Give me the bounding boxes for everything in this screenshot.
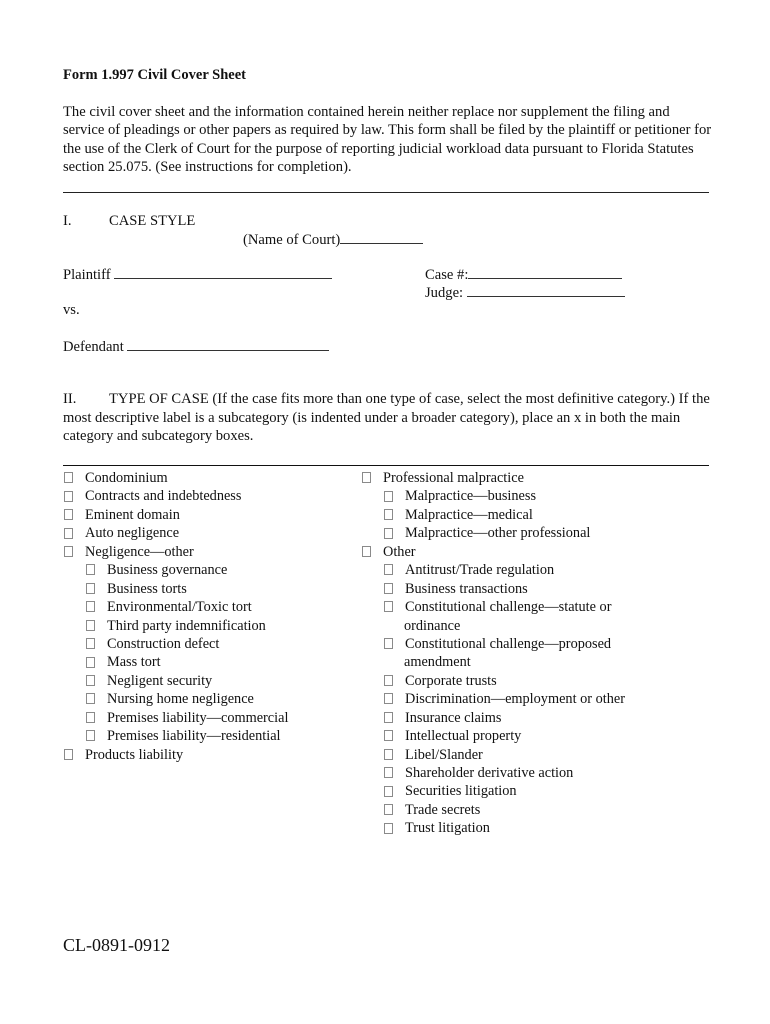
checkbox[interactable] xyxy=(86,712,95,723)
case-type-label: Discrimination—employment or other xyxy=(405,691,625,708)
checkbox[interactable] xyxy=(64,472,73,483)
case-type-option-securities-litigation[interactable] xyxy=(362,782,625,800)
checkbox[interactable] xyxy=(64,528,73,539)
case-type-option-eminent-domain[interactable] xyxy=(64,506,288,524)
checkbox[interactable] xyxy=(384,730,393,741)
section-case-style xyxy=(0,213,770,233)
case-type-label: Negligence—other xyxy=(85,543,194,560)
case-type-column-right xyxy=(362,469,625,838)
form-title: Form 1.997 Civil Cover Sheet xyxy=(63,67,246,83)
case-type-option-nursing-home-negligence[interactable] xyxy=(64,690,288,708)
case-type-column-left xyxy=(64,469,288,764)
judge-field[interactable] xyxy=(425,284,625,302)
case-type-option-trust-litigation[interactable] xyxy=(362,819,625,837)
case-type-label: Environmental/Toxic tort xyxy=(107,599,252,616)
checkbox[interactable] xyxy=(384,491,393,502)
case-type-option-condominium[interactable] xyxy=(64,469,288,487)
section-number: I. xyxy=(63,213,72,229)
case-type-label: Constitutional challenge—statute or xyxy=(405,599,612,616)
case-type-label: Antitrust/Trade regulation xyxy=(405,562,555,579)
checkbox[interactable] xyxy=(362,472,371,483)
case-type-option-construction-defect[interactable] xyxy=(64,635,288,653)
case-type-label: Securities litigation xyxy=(405,783,517,800)
checkbox[interactable] xyxy=(86,564,95,575)
checkbox[interactable] xyxy=(384,528,393,539)
section-heading: CASE STYLE xyxy=(109,213,196,229)
checkbox[interactable] xyxy=(384,712,393,723)
case-type-option-discrimination-employment-or-other[interactable] xyxy=(362,690,625,708)
form-code: CL-0891-0912 xyxy=(63,935,170,955)
checkbox[interactable] xyxy=(86,620,95,631)
case-type-label: ordinance xyxy=(404,617,461,634)
plaintiff-field[interactable] xyxy=(63,266,332,284)
case-type-label: Mass tort xyxy=(107,654,161,671)
checkbox[interactable] xyxy=(384,786,393,797)
case-type-label: Eminent domain xyxy=(85,506,180,523)
checkbox[interactable] xyxy=(384,583,393,594)
judge-blank[interactable] xyxy=(467,284,625,297)
checkbox[interactable] xyxy=(384,601,393,612)
checkbox[interactable] xyxy=(384,693,393,704)
case-type-label: Construction defect xyxy=(107,635,220,652)
judge-label: Judge: xyxy=(425,285,464,301)
plaintiff-label: Plaintiff xyxy=(63,267,111,283)
case-type-option-business-transactions[interactable] xyxy=(362,580,625,598)
checkbox[interactable] xyxy=(64,509,73,520)
checkbox[interactable] xyxy=(64,749,73,760)
case-type-option-products-liability[interactable] xyxy=(64,746,288,764)
case-type-option-other[interactable] xyxy=(362,543,625,561)
checkbox[interactable] xyxy=(384,675,393,686)
case-type-label-continuation xyxy=(362,617,625,635)
checkbox[interactable] xyxy=(384,804,393,815)
case-type-option-libel-slander[interactable] xyxy=(362,746,625,764)
case-type-option-premises-liability-commercial[interactable] xyxy=(64,709,288,727)
case-type-label: Professional malpractice xyxy=(383,470,524,486)
checkbox[interactable] xyxy=(86,730,95,741)
checkbox[interactable] xyxy=(362,546,371,557)
case-number-blank[interactable] xyxy=(468,266,622,279)
case-type-option-trade-secrets[interactable] xyxy=(362,801,625,819)
section-heading: TYPE OF CASE (If the case fits more than one type of case, select the most definitive category.) xyxy=(109,391,676,407)
case-type-label: Premises liability—residential xyxy=(107,728,281,745)
case-type-option-negligent-security[interactable] xyxy=(64,672,288,690)
checkbox[interactable] xyxy=(86,583,95,594)
divider-top xyxy=(63,192,709,193)
checkbox[interactable] xyxy=(384,749,393,760)
checkbox[interactable] xyxy=(384,767,393,778)
case-number-field[interactable] xyxy=(425,266,622,284)
court-name-field[interactable] xyxy=(243,231,423,249)
case-type-label: Shareholder derivative action xyxy=(405,765,574,781)
case-type-option-shareholder-derivative-action[interactable] xyxy=(362,764,625,782)
court-name-blank[interactable] xyxy=(340,231,423,244)
plaintiff-blank[interactable] xyxy=(114,266,332,279)
case-type-option-constitutional-challenge-proposed[interactable] xyxy=(362,635,625,653)
checkbox[interactable] xyxy=(86,601,95,612)
case-type-label: Negligent security xyxy=(107,672,213,689)
case-number-label: Case #: xyxy=(425,267,469,283)
case-type-label: Malpractice—business xyxy=(405,488,537,505)
case-type-option-business-governance[interactable] xyxy=(64,561,288,579)
case-type-label: Premises liability—commercial xyxy=(107,709,289,726)
case-type-option-intellectual-property[interactable] xyxy=(362,727,625,745)
case-type-label: Business torts xyxy=(107,580,187,597)
case-type-label: Malpractice—medical xyxy=(405,506,533,523)
case-type-option-negligence-other[interactable] xyxy=(64,543,288,561)
defendant-label: Defendant xyxy=(63,339,124,355)
case-type-label: Auto negligence xyxy=(85,525,180,542)
case-type-label: Other xyxy=(383,543,416,560)
checkbox[interactable] xyxy=(86,638,95,649)
section-type-of-case xyxy=(63,390,723,446)
case-type-option-professional-malpractice[interactable] xyxy=(362,469,625,487)
case-type-option-malpractice-other-professional[interactable] xyxy=(362,524,625,542)
intro-paragraph: The civil cover sheet and the information contained herein neither replace nor supplement the filing and service of pleadings or other papers as required by law. This form shall be filed by the plaintiff or petitioner for the use of the Clerk of Court for the purpose of reporting judicial workload data pursuant to Florida Statutes section 25.075. (See instructions for completion). xyxy=(63,104,712,175)
case-type-label: Trust litigation xyxy=(405,820,490,837)
checkbox[interactable] xyxy=(86,657,95,668)
case-type-label: Nursing home negligence xyxy=(107,691,254,708)
defendant-field[interactable] xyxy=(63,338,329,356)
checkbox[interactable] xyxy=(384,823,393,834)
section-number: II. xyxy=(63,391,77,407)
case-type-option-insurance-claims[interactable] xyxy=(362,709,625,727)
case-type-option-premises-liability-residential[interactable] xyxy=(64,727,288,745)
checkbox[interactable] xyxy=(384,638,393,649)
case-type-label: Business governance xyxy=(107,562,228,579)
case-type-label-continuation xyxy=(362,653,625,671)
case-type-label: Contracts and indebtedness xyxy=(85,488,242,505)
checkbox[interactable] xyxy=(86,675,95,686)
case-type-option-auto-negligence[interactable] xyxy=(64,524,288,542)
case-type-option-constitutional-challenge-statute-or[interactable] xyxy=(362,598,625,616)
checkbox[interactable] xyxy=(64,546,73,557)
case-type-option-environmental-toxic-tort[interactable] xyxy=(64,598,288,616)
checkbox[interactable] xyxy=(64,491,73,502)
defendant-blank[interactable] xyxy=(127,338,329,351)
checkbox[interactable] xyxy=(384,564,393,575)
case-type-label: Products liability xyxy=(85,746,184,763)
case-type-label: Malpractice—other professional xyxy=(405,525,591,542)
divider-case-types xyxy=(63,465,709,466)
vs-label: vs. xyxy=(63,302,80,318)
case-type-option-antitrust-trade-regulation[interactable] xyxy=(362,561,625,579)
court-name-label: (Name of Court) xyxy=(243,232,341,248)
case-type-option-contracts-and-indebtedness[interactable] xyxy=(64,487,288,505)
case-type-label: Insurance claims xyxy=(405,709,502,726)
case-type-label: Constitutional challenge—proposed xyxy=(405,635,612,652)
case-type-label: Condominium xyxy=(85,470,168,486)
case-type-option-business-torts[interactable] xyxy=(64,580,288,598)
case-type-option-third-party-indemnification[interactable] xyxy=(64,617,288,635)
case-type-label: Business transactions xyxy=(405,580,528,597)
case-type-option-malpractice-business[interactable] xyxy=(362,487,625,505)
case-type-option-mass-tort[interactable] xyxy=(64,653,288,671)
case-type-label: Intellectual property xyxy=(405,728,522,745)
section-instructions: If the most descriptive label is a subcategory (is indented under a broader category), place an x in both the main category and subcategory boxes. xyxy=(63,391,710,444)
case-type-label: Trade secrets xyxy=(405,801,481,818)
case-type-label: Libel/Slander xyxy=(405,746,483,763)
checkbox[interactable] xyxy=(384,509,393,520)
case-type-label: amendment xyxy=(404,654,471,671)
case-type-label: Corporate trusts xyxy=(405,672,497,689)
case-type-option-malpractice-medical[interactable] xyxy=(362,506,625,524)
case-type-label: Third party indemnification xyxy=(107,617,266,634)
checkbox[interactable] xyxy=(86,693,95,704)
case-type-option-corporate-trusts[interactable] xyxy=(362,672,625,690)
